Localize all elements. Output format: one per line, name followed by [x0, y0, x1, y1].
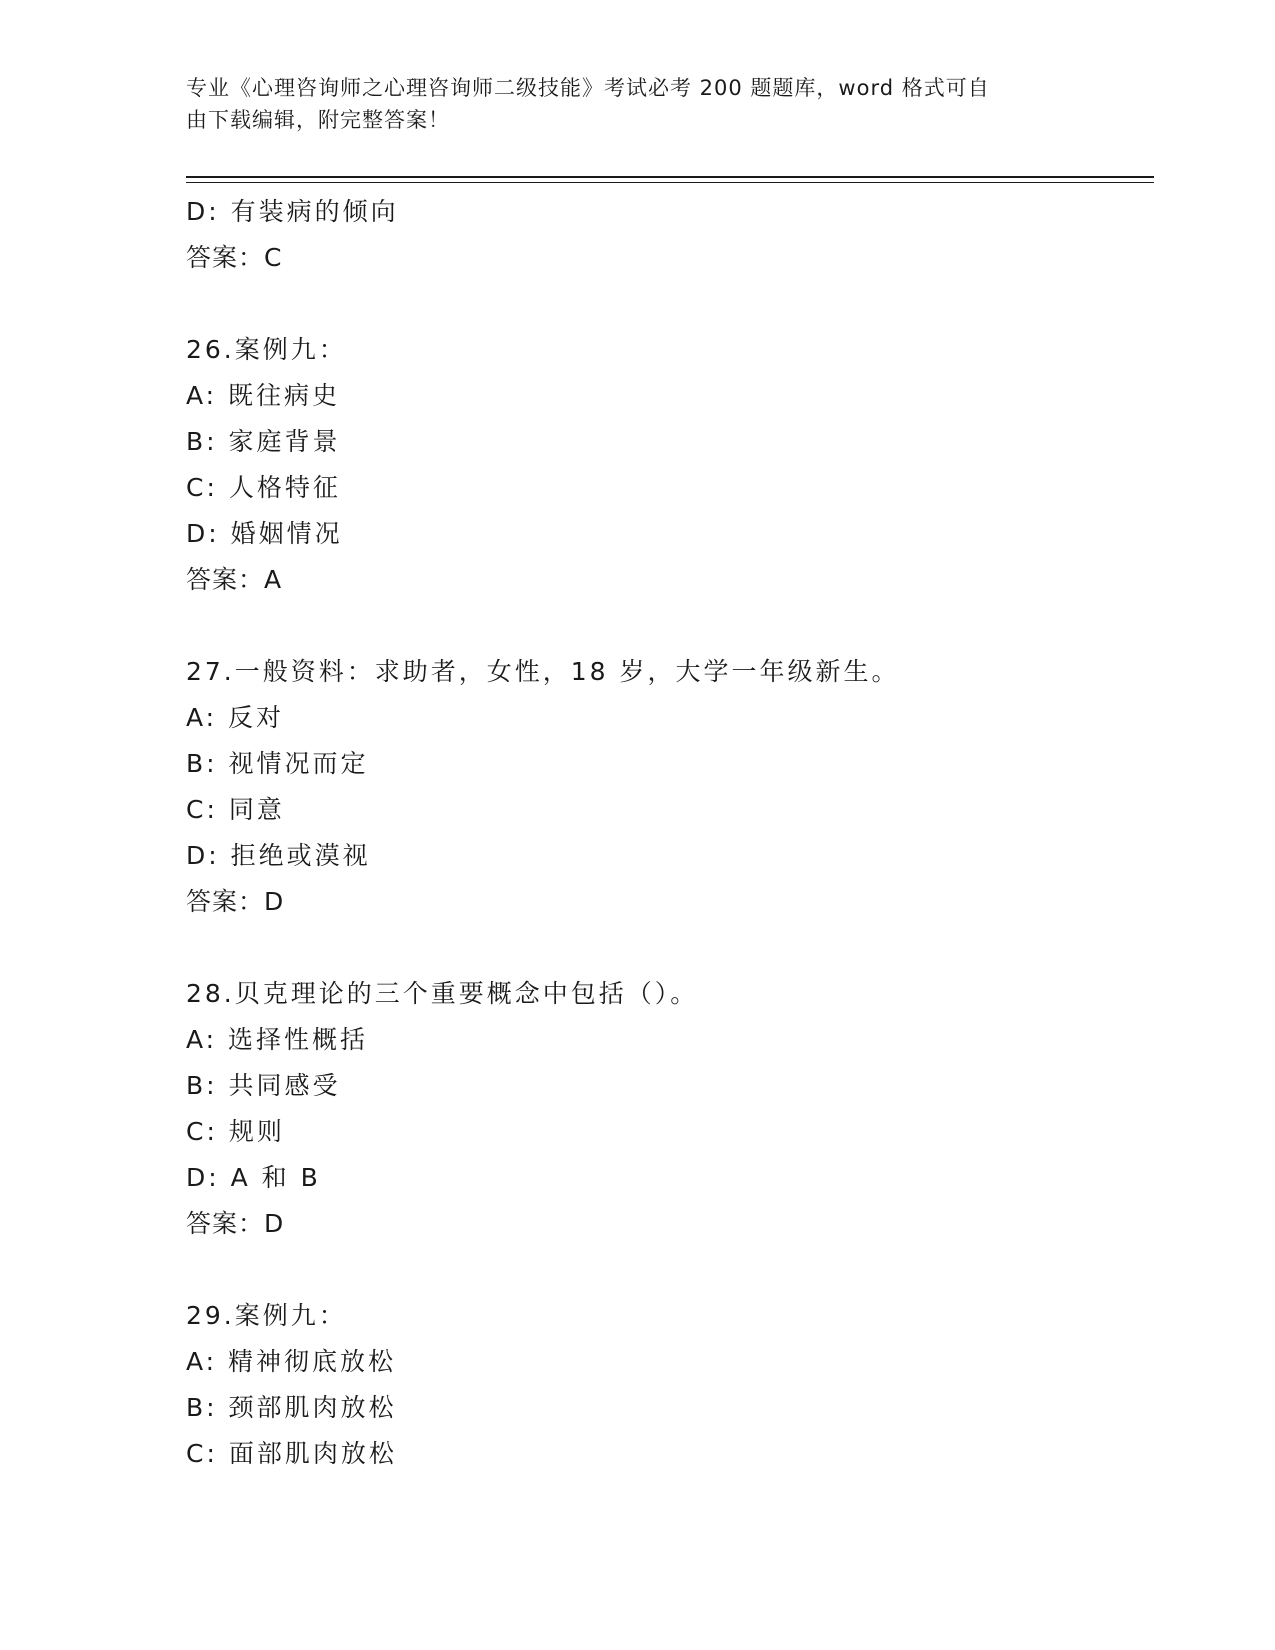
option-b: B: 共同感受	[186, 1071, 341, 1100]
option-d: D: A 和 B	[186, 1163, 321, 1192]
option-c: C: 同意	[186, 795, 285, 824]
document-header	[186, 72, 1066, 136]
spacer	[186, 603, 1154, 649]
answer-line: 答案：D	[186, 887, 285, 916]
option-d: D: 婚姻情况	[186, 519, 343, 548]
question-title: 26.案例九：	[186, 335, 347, 364]
option-c: C: 人格特征	[186, 473, 341, 502]
question-29	[186, 1293, 1154, 1477]
question-27	[186, 649, 1154, 925]
spacer	[186, 925, 1154, 971]
header-line-1: 专业《心理咨询师之心理咨询师二级技能》考试必考 200 题题库，word 格式可自	[186, 76, 990, 100]
option-d: D: 有装病的倾向	[186, 197, 399, 226]
option-c: C: 规则	[186, 1117, 285, 1146]
header-line-2: 由下载编辑，附完整答案！	[186, 108, 450, 132]
header-divider-thin	[186, 182, 1154, 183]
option-d: D: 拒绝或漠视	[186, 841, 371, 870]
option-b: B: 颈部肌肉放松	[186, 1393, 397, 1422]
option-a: A: 反对	[186, 703, 285, 732]
question-28	[186, 971, 1154, 1247]
question-title: 27.一般资料：求助者，女性，18 岁，大学一年级新生。	[186, 657, 900, 686]
question-list	[186, 189, 1154, 1477]
question-title: 28.贝克理论的三个重要概念中包括（）。	[186, 979, 699, 1008]
option-a: A: 选择性概括	[186, 1025, 369, 1054]
question-26	[186, 327, 1154, 603]
spacer	[186, 281, 1154, 327]
option-b: B: 视情况而定	[186, 749, 369, 778]
option-c: C: 面部肌肉放松	[186, 1439, 397, 1468]
option-a: A: 精神彻底放松	[186, 1347, 397, 1376]
answer-line: 答案：A	[186, 565, 283, 594]
question-title: 29.案例九：	[186, 1301, 347, 1330]
option-a: A: 既往病史	[186, 381, 341, 410]
answer-line: 答案：D	[186, 1209, 285, 1238]
answer-line: 答案：C	[186, 243, 283, 272]
option-b: B: 家庭背景	[186, 427, 341, 456]
spacer	[186, 1247, 1154, 1293]
header-divider-thick	[186, 176, 1154, 178]
